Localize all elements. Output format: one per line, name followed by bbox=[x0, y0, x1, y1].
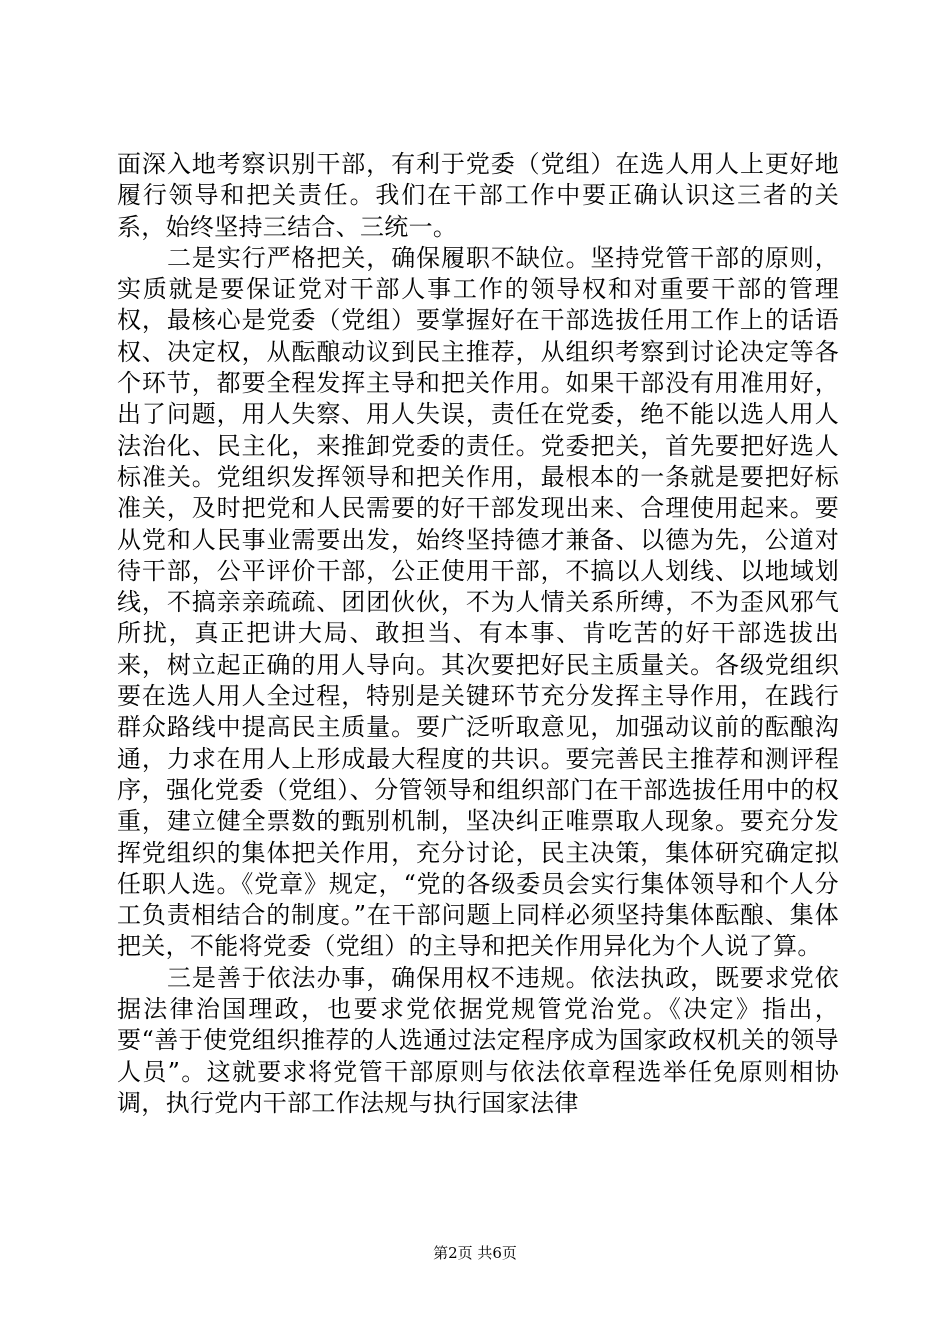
paragraph-continuation: 面深入地考察识别干部，有利于党委（党组）在选人用人上更好地履行领导和把关责任。我们在干部工作中要正确认识这三者的关系，始终坚持三结合、三统一。 bbox=[117, 150, 839, 241]
paragraph-rule-of-law: 三是善于依法办事，确保用权不违规。依法执政，既要求党依据法律治国理政，也要求党依据党规管党治党。《决定》指出，要“善于使党组织推荐的人选通过法定程序成为国家政权机关的领导人员”。这就要求将党管干部原则与依法依章程选举任免原则相协调，执行党内干部工作法规与执行国家法律 bbox=[117, 963, 839, 1117]
document-body bbox=[117, 149, 839, 1119]
page-number-footer: 第2页 共6页 bbox=[433, 1244, 517, 1262]
paragraph-strict-gatekeeping: 二是实行严格把关，确保履职不缺位。坚持党管干部的原则，实质就是要保证党对干部人事工作的领导权和对重要干部的管理权，最核心是党委（党组）要掌握好在干部选拔任用工作上的话语权、决定权，从酝酿动议到民主推荐，从组织考察到讨论决定等各个环节，都要全程发挥主导和把关作用。如果干部没有用准用好，出了问题，用人失察、用人失误，责任在党委，绝不能以选人用人法治化、民主化，来推卸党委的责任。党委把关，首先要把好选人标准关。党组织发挥领导和把关作用，最根本的一条就是要把好标准关，及时把党和人民需要的好干部发现出来、合理使用起来。要从党和人民事业需要出发，始终坚持德才兼备、以德为先，公道对待干部，公平评价干部，公正使用干部，不搞以人划线、以地域划线，不搞亲亲疏疏、团团伙伙，不为人情关系所缚，不为歪风邪气所扰，真正把讲大局、敢担当、有本事、肯吃苦的好干部选拔出来，树立起正确的用人导向。其次要把好民主质量关。各级党组织要在选人用人全过程，特别是关键环节充分发挥主导作用，在践行群众路线中提高民主质量。要广泛听取意见，加强动议前的酝酿沟通，力求在用人上形成最大程度的共识。要完善民主推荐和测评程序，强化党委（党组）、分管领导和组织部门在干部选拔任用中的权重，建立健全票数的甄别机制，坚决纠正唯票取人现象。要充分发挥党组织的集体把关作用，充分讨论，民主决策，集体研究确定拟任职人选。《党章》规定，“党的各级委员会实行集体领导和个人分工负责相结合的制度。”在干部问题上同样必须坚持集体酝酿、集体把关，不能将党委（党组）的主导和把关作用异化为个人说了算。 bbox=[117, 243, 839, 961]
